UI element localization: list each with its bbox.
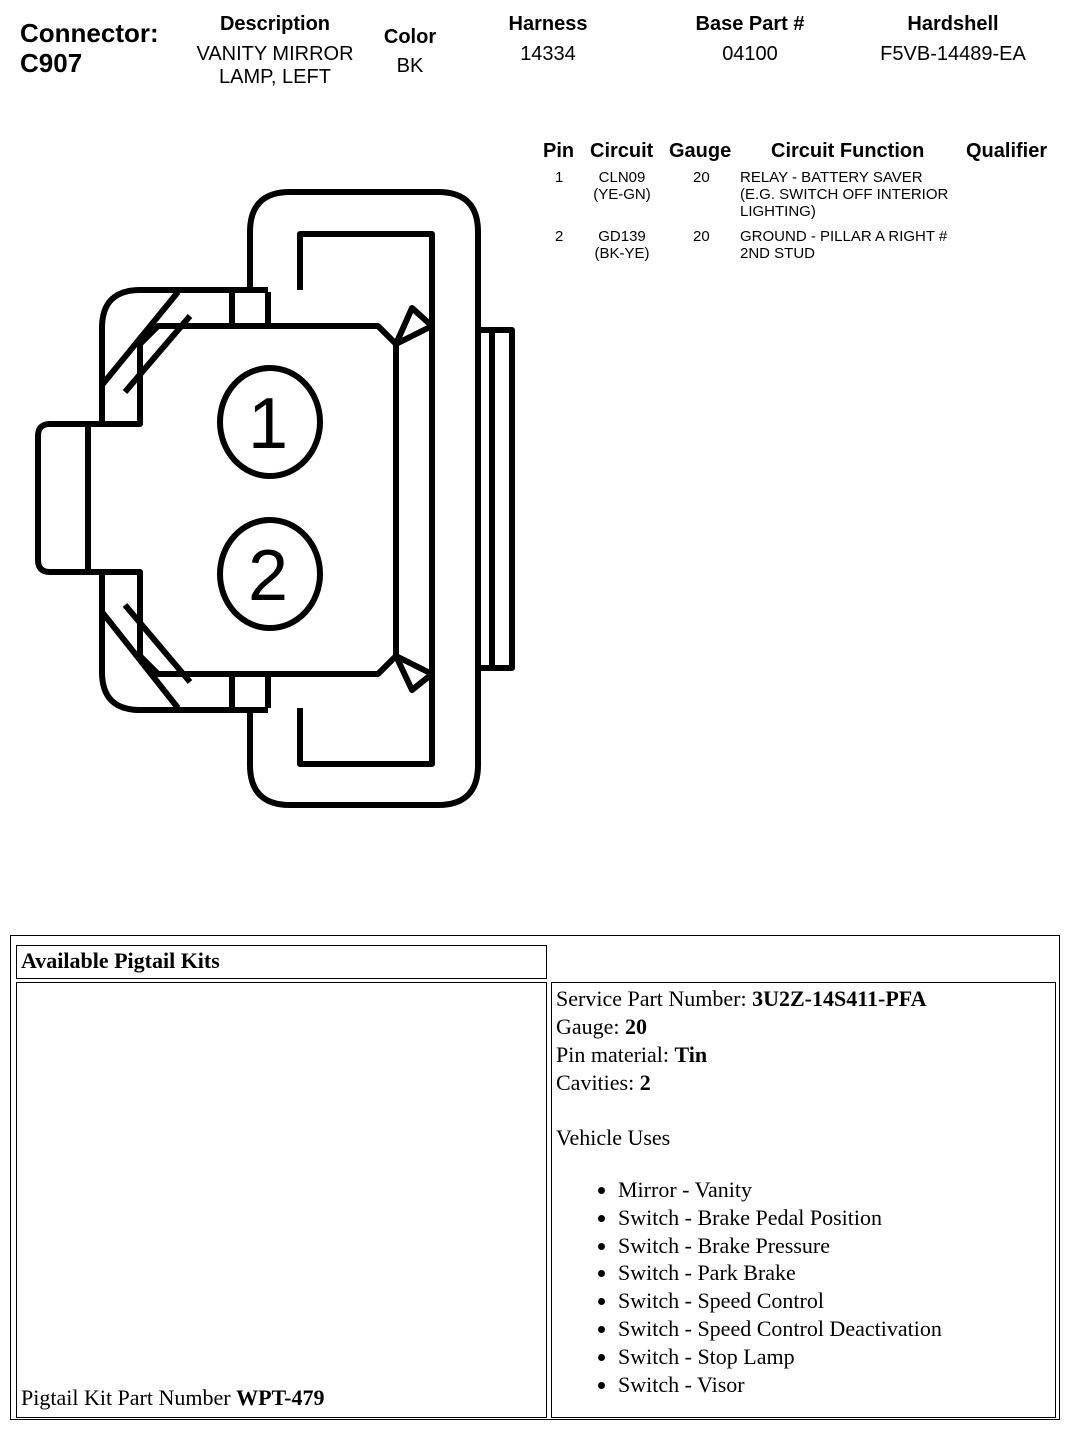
connector-label: Connector: (20, 18, 159, 48)
arrow-wedge-bottom (396, 656, 432, 690)
gauge: Gauge: 20 (556, 1014, 648, 1039)
pigtail-kit-part-number: Pigtail Kit Part Number WPT-479 (21, 1385, 325, 1410)
pin-material: Pin material: Tin (556, 1042, 708, 1067)
description-value-line2: LAMP, LEFT (219, 66, 331, 88)
list-item: • Switch - Brake Pressure (618, 1232, 1051, 1260)
body-outer (38, 290, 268, 710)
base-part-label: Base Part # (695, 13, 805, 35)
description-value-line1: VANITY MIRROR (196, 43, 354, 65)
cavities: Cavities: 2 (556, 1070, 651, 1095)
color-value: BK (396, 55, 424, 77)
list-item: • Switch - Speed Control (618, 1287, 1051, 1315)
list-item: • Switch - Stop Lamp (618, 1343, 1051, 1371)
pigtail-kits-table (10, 935, 1060, 1420)
hardshell-value: F5VB-14489-EA (880, 43, 1026, 65)
circuit-function-line3: LIGHTING) (740, 203, 816, 220)
pigtail-title-cell (16, 945, 547, 979)
pigtail-title: Available Pigtail Kits (21, 948, 220, 973)
vehicle-uses-list (556, 1176, 1051, 1398)
harness-value: 14334 (520, 43, 576, 65)
latch-outer (247, 192, 478, 805)
connector-face-diagram (0, 170, 540, 820)
harness-label: Harness (508, 13, 588, 35)
circuit-color: (BK-YE) (594, 245, 650, 262)
vehicle-uses-label: Vehicle Uses (556, 1125, 671, 1150)
list-item: • Switch - Speed Control Deactivation (618, 1315, 1051, 1343)
gauge-header: Gauge (669, 140, 732, 162)
list-item: • Switch - Brake Pedal Position (618, 1204, 1051, 1232)
pigtail-image-cell (16, 982, 547, 1418)
circuit-function-line2: (E.G. SWITCH OFF INTERIOR (740, 186, 949, 203)
service-part-number: Service Part Number: 3U2Z-14S411-PFA (556, 986, 927, 1011)
base-part-value: 04100 (722, 43, 778, 65)
circuit-color: (YE-GN) (593, 186, 651, 203)
pigtail-details-cell (551, 982, 1056, 1418)
hardshell-label: Hardshell (907, 13, 999, 35)
circuit-function-line1: RELAY - BATTERY SAVER (740, 169, 923, 186)
description-label: Description (219, 13, 331, 35)
circuit-code: CLN09 (598, 169, 646, 186)
color-label: Color (383, 26, 437, 48)
gauge-value: 20 (693, 169, 710, 186)
qualifier-header: Qualifier (966, 140, 1048, 162)
pin-number: 1 (555, 169, 564, 186)
gauge-value: 20 (693, 228, 710, 245)
pin-2-label: 2 (247, 536, 289, 616)
list-item: • Switch - Visor (618, 1371, 1051, 1399)
circuit-function-header: Circuit Function (771, 140, 925, 162)
pin-header: Pin (543, 140, 575, 162)
pin-1-label: 1 (247, 384, 289, 464)
circuit-code: GD139 (598, 228, 646, 245)
connector-id: C907 (20, 48, 83, 78)
circuit-header: Circuit (590, 140, 654, 162)
circuit-function-line1: GROUND - PILLAR A RIGHT # (740, 228, 948, 245)
list-item: • Switch - Park Brake (618, 1259, 1051, 1287)
list-item: • Mirror - Vanity (618, 1176, 1051, 1204)
pin-number: 2 (555, 228, 564, 245)
arrow-wedge-top (396, 308, 432, 344)
circuit-function-line2: 2ND STUD (740, 245, 816, 262)
